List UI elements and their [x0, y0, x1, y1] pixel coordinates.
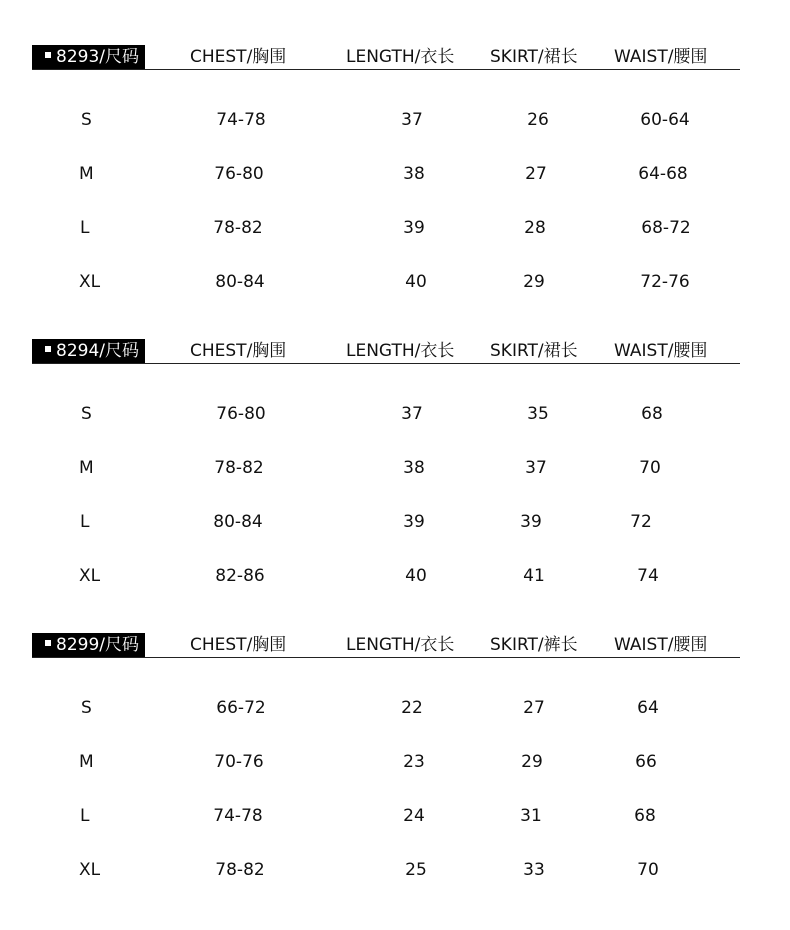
chest-value: 66-72: [216, 698, 266, 718]
length-value: 39: [403, 512, 425, 532]
size-table-8293: [0, 0, 790, 292]
skirt-value: 35: [527, 404, 549, 424]
size-label: S: [81, 110, 92, 130]
style-code-badge: [32, 339, 145, 363]
length-value: 38: [403, 458, 425, 478]
skirt-value: 29: [521, 752, 543, 772]
waist-value: 60-64: [640, 110, 690, 130]
column-header-pants-length: SKIRT/裤长: [490, 635, 578, 655]
skirt-value: 29: [523, 272, 545, 292]
header-divider: [32, 657, 740, 658]
waist-value: 70: [639, 458, 661, 478]
style-code-badge: [32, 45, 145, 69]
column-header-waist: WAIST/腰围: [614, 635, 708, 655]
length-value: 37: [401, 110, 423, 130]
square-bullet-icon: [45, 346, 51, 352]
waist-value: 68-72: [641, 218, 691, 238]
skirt-value: 39: [520, 512, 542, 532]
skirt-value: 27: [523, 698, 545, 718]
chest-value: 74-78: [213, 806, 263, 826]
size-label: XL: [79, 566, 101, 586]
size-label: XL: [79, 272, 101, 292]
chest-value: 74-78: [216, 110, 266, 130]
header-divider: [32, 363, 740, 364]
column-header-skirt: SKIRT/裙长: [490, 341, 578, 361]
header-divider: [32, 69, 740, 70]
waist-value: 64: [637, 698, 659, 718]
size-label: M: [79, 458, 94, 478]
length-value: 38: [403, 164, 425, 184]
style-code-badge: [32, 633, 145, 657]
size-label: M: [79, 752, 94, 772]
chest-value: 76-80: [216, 404, 266, 424]
chest-value: 70-76: [214, 752, 264, 772]
column-header-length: LENGTH/衣长: [346, 47, 455, 67]
waist-value: 64-68: [638, 164, 688, 184]
size-table-8294: [0, 294, 790, 586]
chest-value: 78-82: [214, 458, 264, 478]
length-value: 24: [403, 806, 425, 826]
size-label: L: [80, 806, 90, 826]
waist-value: 72-76: [640, 272, 690, 292]
waist-value: 68: [641, 404, 663, 424]
size-label: M: [79, 164, 94, 184]
chest-value: 78-82: [215, 860, 265, 880]
waist-value: 68: [634, 806, 656, 826]
waist-value: 66: [635, 752, 657, 772]
skirt-value: 37: [525, 458, 547, 478]
style-code-label: 8299/尺码: [56, 635, 139, 655]
waist-value: 74: [637, 566, 659, 586]
column-header-waist: WAIST/腰围: [614, 47, 708, 67]
length-value: 25: [405, 860, 427, 880]
waist-value: 70: [637, 860, 659, 880]
skirt-value: 27: [525, 164, 547, 184]
size-label: S: [81, 698, 92, 718]
waist-value: 72: [630, 512, 652, 532]
chest-value: 82-86: [215, 566, 265, 586]
length-value: 39: [403, 218, 425, 238]
size-label: XL: [79, 860, 101, 880]
length-value: 22: [401, 698, 423, 718]
chest-value: 80-84: [215, 272, 265, 292]
chest-value: 78-82: [213, 218, 263, 238]
square-bullet-icon: [45, 52, 51, 58]
size-label: L: [80, 218, 90, 238]
skirt-value: 33: [523, 860, 545, 880]
length-value: 23: [403, 752, 425, 772]
skirt-value: 41: [523, 566, 545, 586]
skirt-value: 28: [524, 218, 546, 238]
size-table-8299: [0, 588, 790, 880]
column-header-length: LENGTH/衣长: [346, 341, 455, 361]
size-label: S: [81, 404, 92, 424]
column-header-chest: CHEST/胸围: [190, 635, 287, 655]
skirt-value: 31: [520, 806, 542, 826]
chest-value: 80-84: [213, 512, 263, 532]
column-header-waist: WAIST/腰围: [614, 341, 708, 361]
length-value: 37: [401, 404, 423, 424]
length-value: 40: [405, 272, 427, 292]
column-header-chest: CHEST/胸围: [190, 341, 287, 361]
chest-value: 76-80: [214, 164, 264, 184]
skirt-value: 26: [527, 110, 549, 130]
square-bullet-icon: [45, 640, 51, 646]
length-value: 40: [405, 566, 427, 586]
size-label: L: [80, 512, 90, 532]
style-code-label: 8293/尺码: [56, 47, 139, 67]
column-header-chest: CHEST/胸围: [190, 47, 287, 67]
column-header-skirt: SKIRT/裙长: [490, 47, 578, 67]
style-code-label: 8294/尺码: [56, 341, 139, 361]
column-header-length: LENGTH/衣长: [346, 635, 455, 655]
